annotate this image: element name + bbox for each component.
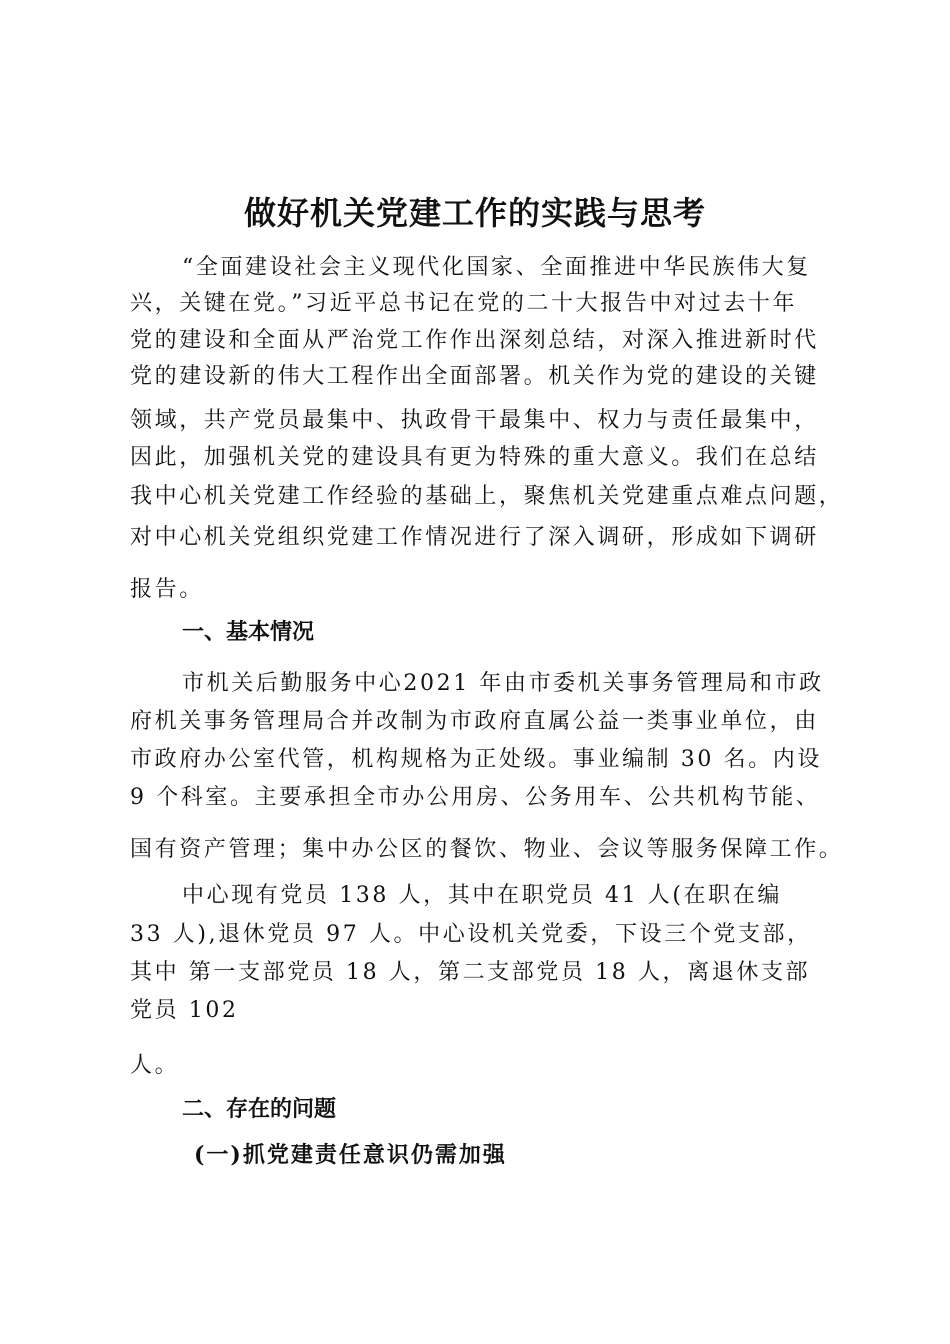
intro-line-8: 对中心机关党组织党建工作情况进行了深入调研，形成如下调研 (130, 525, 819, 550)
intro-line-9: 报告。 (130, 577, 204, 602)
section1-para2-line-5: 人。 (130, 1053, 180, 1078)
section1-para2-line-2: 33 人),退休党员 97 人。中心设机关党委，下设三个党支部， (130, 922, 812, 947)
section1-para2-line-1: 中心现有党员 138 人，其中在职党员 41 人(在职在编 (182, 883, 782, 908)
document-title: 做好机关党建工作的实践与思考 (243, 194, 706, 232)
section1-para1-line-5: 国有资产管理；集中办公区的餐饮、物业、会议等服务保障工作。 (130, 837, 844, 862)
intro-line-3: 党的建设和全面从严治党工作作出深刻总结，对深入推进新时代 (130, 328, 819, 353)
intro-line-6: 因此，加强机关党的建设具有更为特殊的重大意义。我们在总结 (130, 445, 819, 470)
intro-line-5: 领域，共产党员最集中、执政骨干最集中、权力与责任最集中， (130, 408, 819, 433)
intro-line-1: “全面建设社会主义现代化国家、全面推进中华民族伟大复 (182, 255, 811, 280)
intro-line-7: 我中心机关党建工作经验的基础上，聚焦机关党建重点难点问题， (130, 484, 844, 509)
section-heading-problems: 二、存在的问题 (182, 1097, 337, 1122)
intro-line-2: 兴，关键在党。”习近平总书记在党的二十大报告中对过去十年 (130, 291, 798, 316)
section1-para1-line-4: 9 个科室。主要承担全市办公用房、公务用车、公共机构节能、 (130, 785, 821, 810)
section1-para1-line-3: 市政府办公室代管，机构规格为正处级。事业编制 30 名。内设 (130, 747, 822, 772)
intro-line-4: 党的建设新的伟大工程作出全面部署。机关作为党的建设的关键 (130, 364, 819, 389)
section1-para1-line-1: 市机关后勤服务中心2021 年由市委机关事务管理局和市政 (182, 671, 824, 696)
section1-para2-line-3: 其中 第一支部党员 18 人，第二支部党员 18 人，离退休支部 (130, 960, 811, 985)
section1-para1-line-2: 府机关事务管理局合并改制为市政府直属公益一类事业单位，由 (130, 709, 819, 734)
section-heading-basic-situation: 一、基本情况 (182, 620, 315, 645)
subheading-party-building-responsibility: (一)抓党建责任意识仍需加强 (194, 1142, 507, 1168)
section1-para2-line-4: 党员 102 (130, 998, 239, 1023)
